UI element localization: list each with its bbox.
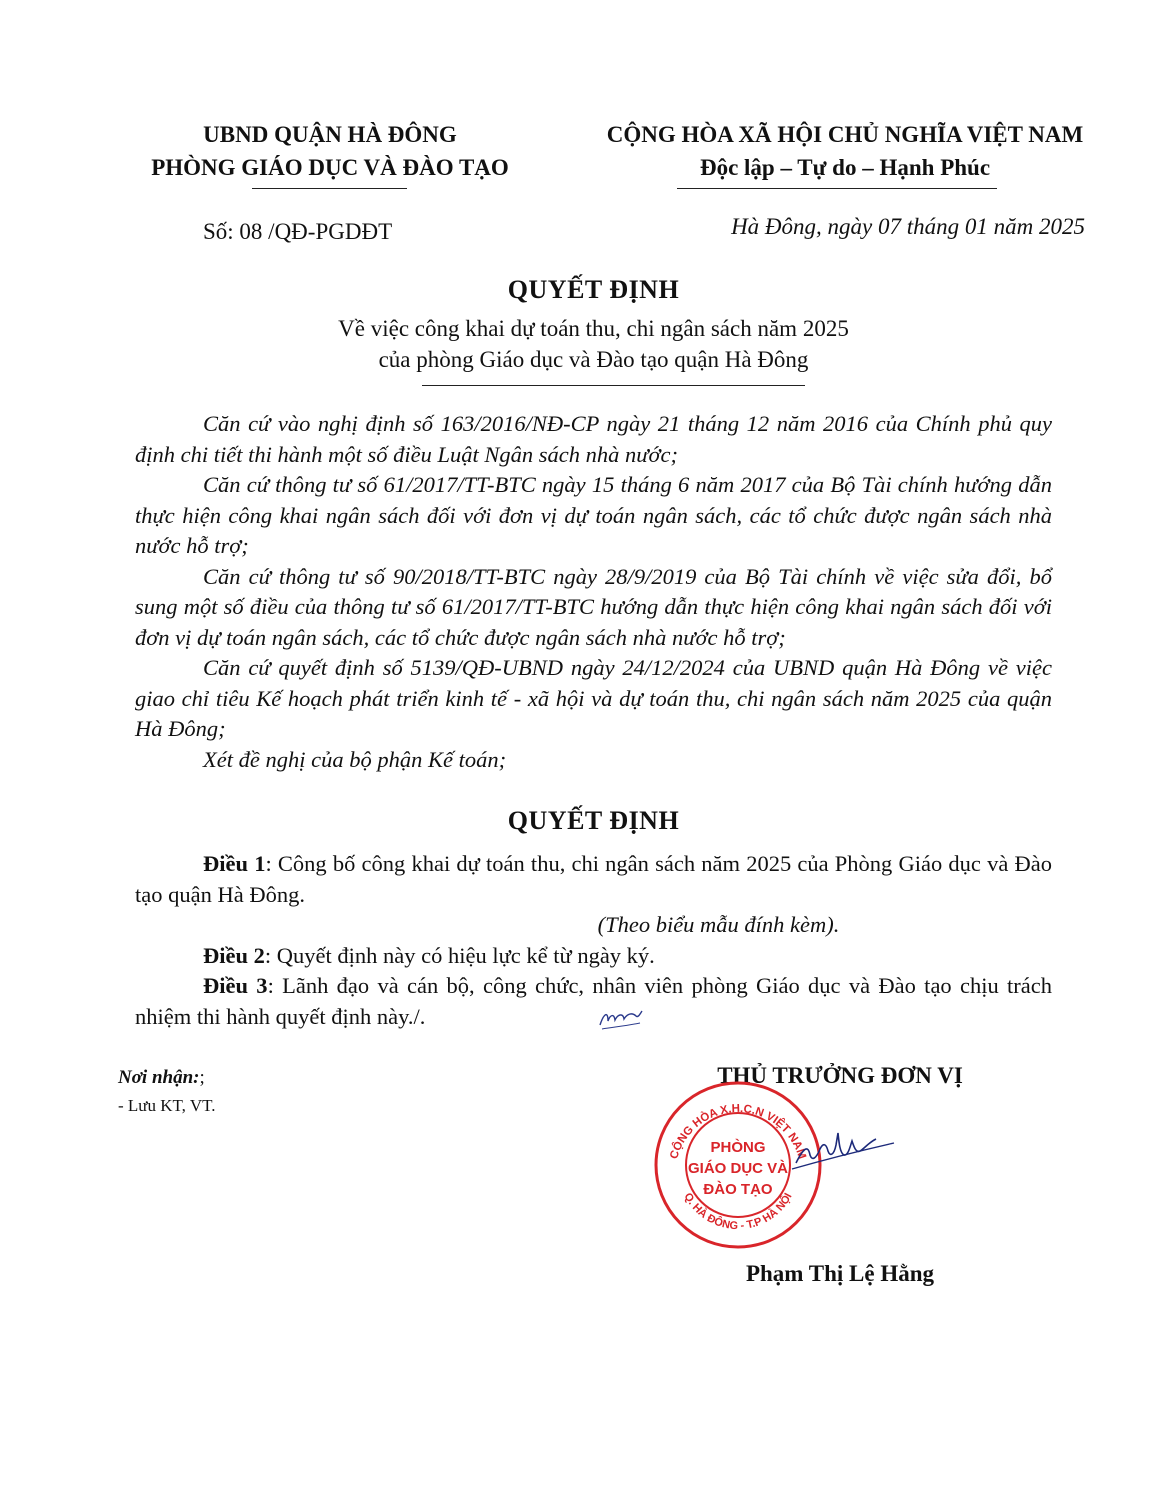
recipients-label-suffix: ; [199,1067,205,1088]
legal-basis-2: Căn cứ thông tư số 61/2017/TT-BTC ngày 15 tháng 6 năm 2017 của Bộ Tài chính hướng dẫn thực hiện công khai ngân sách đối với đơn vị dự toán ngân sách, các tổ chức được ngân sách nhà nước hỗ trợ; [135,472,1052,558]
handwritten-signature [790,1125,900,1175]
issuer-block [110,118,550,184]
article-2 [135,941,1052,972]
article-2-label: Điều 2 [203,942,265,968]
stamp-center-1: PHÒNG [710,1139,766,1156]
recipients-label: Nơi nhận: [118,1067,200,1088]
preamble [135,409,1052,775]
proposal-basis: Xét đề nghị của bộ phận Kế toán; [203,746,507,772]
legal-basis-3: Căn cứ thông tư số 90/2018/TT-BTC ngày 28/9/2019 của Bộ Tài chính về việc sửa đổi, bổ sung một số điều của thông tư số 61/2017/TT-BTC hướng dẫn thực hiện công khai ngân sách đối với đơn vị dự toán ngân sách, các tổ chức được ngân sách nhà nước hỗ trợ; [135,563,1052,650]
signer-name: Phạm Thị Lệ Hằng [745,1261,935,1286]
national-motto: Độc lập – Tự do – Hạnh Phúc [699,155,991,180]
national-block [575,118,1115,184]
stamp-ring-bottom: Q. HÀ ĐÔNG - T.P HÀ NỘI [681,1190,795,1233]
article-1 [135,849,1052,910]
document-subject [135,313,1052,375]
article-3 [135,971,1052,1032]
decision-heading: QUYẾT ĐỊNH [507,806,680,835]
place-date: Hà Đông, ngày 07 tháng 01 năm 2025 [731,214,1085,239]
document-title: QUYẾT ĐỊNH [507,275,680,304]
legal-basis-4: Căn cứ quyết định số 5139/QĐ-UBND ngày 24/12/2024 của UBND quận Hà Đông về việc giao chỉ tiêu Kế hoạch phát triển kinh tế - xã hội và dự toán thu, chi ngân sách năm 2025 của quận Hà Đông; [135,655,1052,741]
recipient-item: - Lưu KT, VT. [118,1096,216,1115]
article-1-label: Điều 1 [203,851,266,876]
legal-basis-1: Căn cứ vào nghị định số 163/2016/NĐ-CP ngày 21 tháng 12 năm 2016 của Chính phủ quy định chi tiết thi hành một số điều Luật Ngân sách nhà nước; [135,411,1052,467]
initials-mark [596,1005,646,1033]
document-number: Số: 08 /QĐ-PGDĐT [203,219,393,244]
stamp-ring-top: CỘNG HÒA X.H.C.N VIỆT NAM [668,1102,808,1161]
subject-underline [422,385,805,386]
issuer-name: PHÒNG GIÁO DỤC VÀ ĐÀO TẠO [151,155,509,180]
signer-title: THỦ TRƯỞNG ĐƠN VỊ [717,1063,963,1088]
article-3-label: Điều 3 [203,973,268,998]
articles [135,849,1052,1032]
national-title: CỘNG HÒA XÃ HỘI CHỦ NGHĨA VIỆT NAM [606,122,1084,147]
article-3-text: : Lãnh đạo và cán bộ, công chức, nhân viên phòng Giáo dục và Đào tạo chịu trách nhiệm thi hành quyết định này./. [135,973,1052,1029]
recipients [118,1064,216,1120]
article-1-text: : Công bố công khai dự toán thu, chi ngân sách năm 2025 của Phòng Giáo dục và Đào tạo quận Hà Đông. [135,851,1053,907]
stamp-center-2: GIÁO DỤC VÀ [687,1160,789,1177]
issuer-parent: UBND QUẬN HÀ ĐÔNG [203,122,457,147]
stamp-center-3: ĐÀO TẠO [703,1181,773,1198]
article-1-note: (Theo biểu mẫu đính kèm). [597,912,840,937]
motto-underline [677,188,997,189]
article-2-text: : Quyết định này có hiệu lực kể từ ngày ký. [264,942,655,968]
subject-line-1: Về việc công khai dự toán thu, chi ngân sách năm 2025 [338,316,849,341]
issuer-underline [252,188,407,189]
subject-line-2: của phòng Giáo dục và Đào tạo quận Hà Đông [378,347,809,372]
